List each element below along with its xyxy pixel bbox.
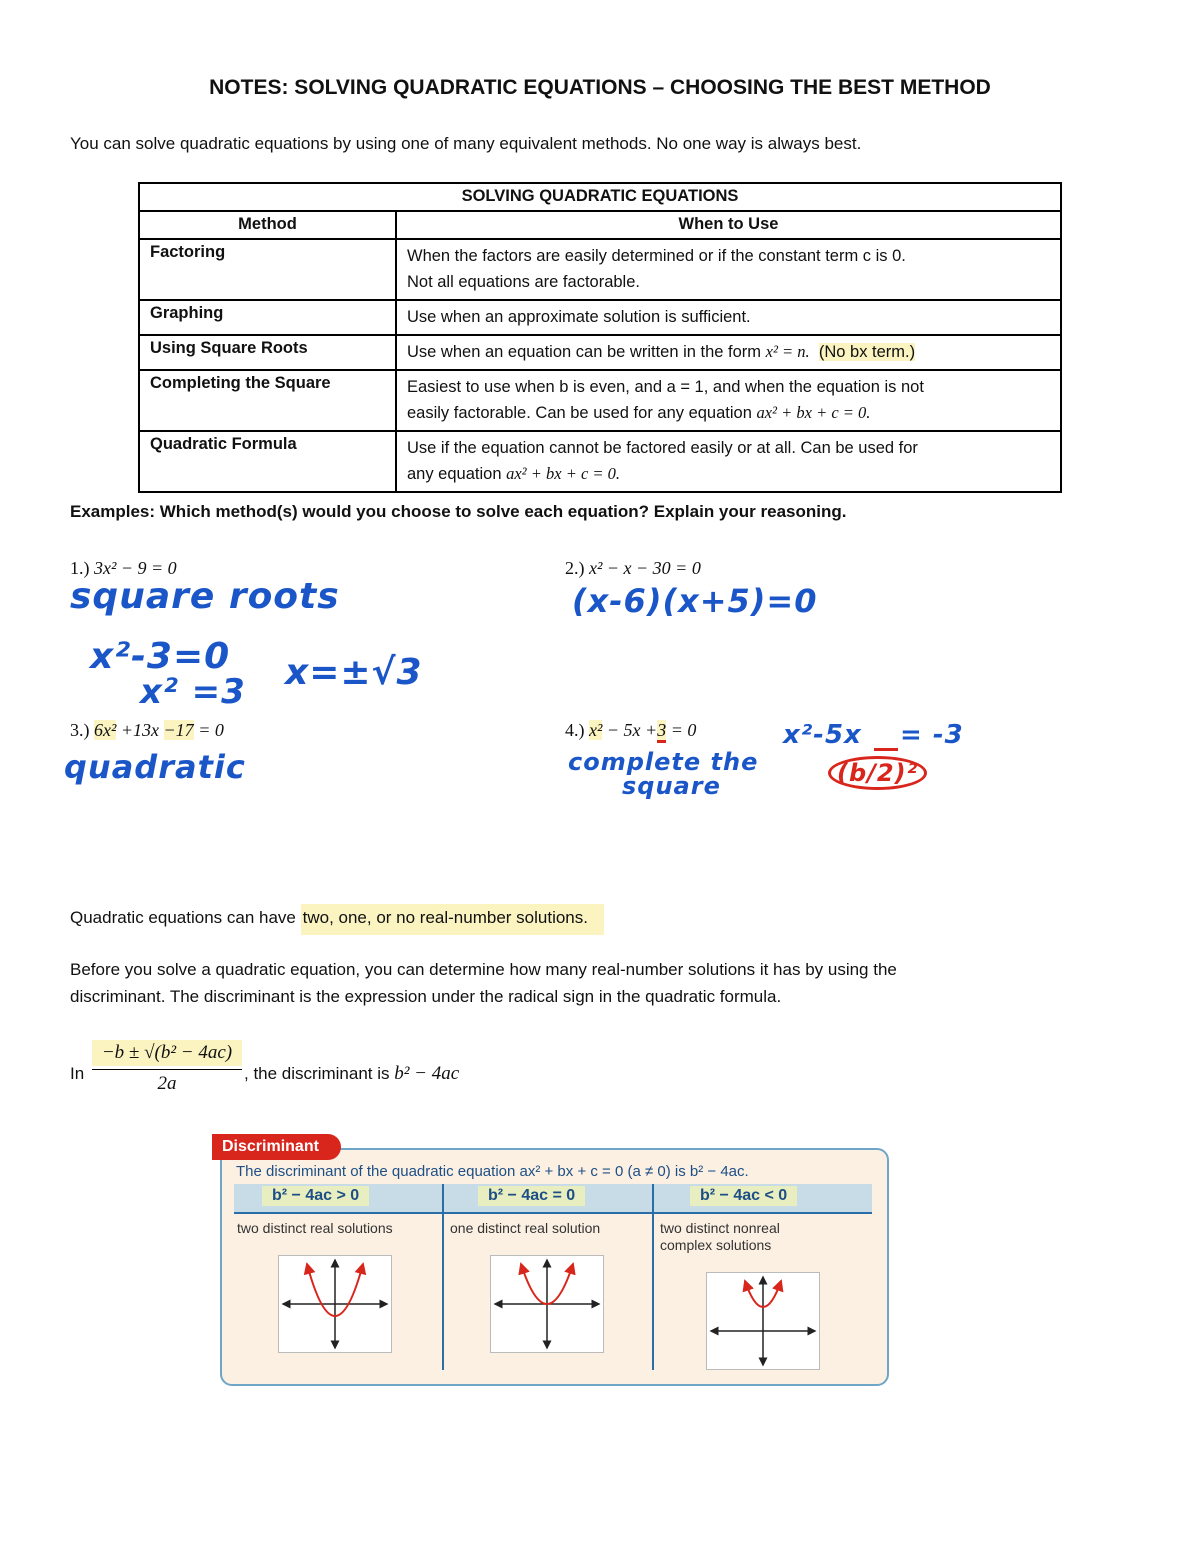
- formula-denominator: 2a: [157, 1073, 177, 1094]
- handwriting: = -3: [900, 720, 964, 750]
- example-equation: 3: [657, 720, 666, 743]
- example-equation: 6x²: [94, 720, 117, 740]
- example-number: 1.): [70, 558, 90, 578]
- handwriting: x² =3: [140, 672, 246, 712]
- table-row: [139, 431, 1061, 492]
- example-3: [70, 720, 224, 741]
- formula-in-label: In: [70, 1064, 85, 1083]
- example-equation: 3x² − 9 = 0: [94, 558, 177, 578]
- example-number: 4.): [565, 720, 585, 740]
- when-text: Use when an equation can be written in the form: [407, 343, 766, 361]
- paragraph-discriminant: [70, 956, 897, 1010]
- table-caption: SOLVING QUADRATIC EQUATIONS: [139, 183, 1061, 211]
- case-solutions: one distinct real solution: [450, 1220, 601, 1236]
- discriminant-expression: b² − 4ac: [394, 1063, 460, 1084]
- method-graphing: Graphing: [139, 300, 396, 335]
- table-row: [139, 300, 1061, 335]
- fraction-bar: [92, 1069, 242, 1070]
- example-equation: x² − x − 30 = 0: [589, 558, 701, 578]
- method-square-roots: Using Square Roots: [139, 335, 396, 370]
- intro-text: You can solve quadratic equations by using one of many equivalent methods. No one way is always best.: [70, 134, 862, 153]
- formula-text: , the discriminant is: [244, 1064, 395, 1083]
- paragraph-solutions: [70, 904, 604, 931]
- blank-underline: [874, 748, 898, 751]
- paragraph-text: Quadratic equations can have: [70, 908, 301, 927]
- when-text: Not all equations are factorable.: [407, 273, 640, 291]
- discriminant-tab: Discriminant: [212, 1134, 341, 1160]
- example-number: 2.): [565, 558, 585, 578]
- formula-numerator: −b ± √(b² − 4ac): [92, 1040, 242, 1066]
- handwriting: x²-5x: [783, 720, 862, 750]
- example-equation: +13x: [116, 720, 164, 740]
- example-number: 3.): [70, 720, 90, 740]
- handwriting: complete the: [568, 748, 759, 776]
- column-divider: [442, 1184, 444, 1370]
- highlight-text: two, one, or no real-number solutions.: [301, 904, 604, 935]
- graph-two-roots: [278, 1255, 392, 1353]
- when-text: easily factorable. Can be used for any equation: [407, 404, 757, 422]
- form-math: ax² + bx + c = 0.: [506, 464, 621, 483]
- page-title: NOTES: SOLVING QUADRATIC EQUATIONS – CHOOSING THE BEST METHOD: [209, 76, 991, 99]
- divider: [234, 1212, 872, 1214]
- handwriting: (x-6)(x+5)=0: [572, 582, 818, 620]
- example-equation: −17: [163, 720, 194, 740]
- method-quadratic-formula: Quadratic Formula: [139, 431, 396, 492]
- paragraph-text: discriminant. The discriminant is the expression under the radical sign in the quadratic formula.: [70, 987, 782, 1006]
- table-row: [139, 335, 1061, 370]
- column-divider: [652, 1184, 654, 1370]
- quadratic-formula: [92, 1040, 242, 1095]
- example-4: [565, 720, 696, 741]
- highlight-note: (No bx term.): [818, 343, 916, 361]
- graph-one-root: [490, 1255, 604, 1353]
- handwriting: square roots: [70, 576, 340, 617]
- example-equation: − 5x +: [602, 720, 658, 740]
- handwriting: (b/2)²: [828, 756, 927, 790]
- when-text: any equation: [407, 465, 507, 483]
- header-when: When to Use: [396, 211, 1061, 239]
- case-expression-positive: b² − 4ac > 0: [262, 1186, 369, 1206]
- graph-no-real-roots: [706, 1272, 820, 1370]
- case-expression-negative: b² − 4ac < 0: [690, 1186, 797, 1206]
- discriminant-statement: The discriminant of the quadratic equation ax² + bx + c = 0 (a ≠ 0) is b² − 4ac.: [236, 1163, 749, 1180]
- case-solutions: two distinct nonreal complex solutions: [660, 1220, 780, 1253]
- example-2: [565, 558, 701, 579]
- when-text: Use when an approximate solution is sufficient.: [407, 308, 751, 326]
- handwriting: x=±√3: [285, 652, 423, 693]
- method-completing-square: Completing the Square: [139, 370, 396, 431]
- form-math: ax² + bx + c = 0.: [756, 403, 871, 422]
- table-row: [139, 370, 1061, 431]
- example-equation: = 0: [666, 720, 697, 740]
- method-factoring: Factoring: [139, 239, 396, 300]
- handwriting: x²-3=0: [90, 636, 231, 677]
- form-math: x² = n.: [765, 342, 810, 361]
- header-method: Method: [139, 211, 396, 239]
- when-text: Easiest to use when b is even, and a = 1, and when the equation is not: [407, 378, 924, 396]
- table-row: [139, 239, 1061, 300]
- handwriting: square: [622, 772, 721, 800]
- case-solutions: two distinct real solutions: [237, 1220, 393, 1236]
- formula-after: [244, 1060, 459, 1087]
- example-equation: x²: [589, 720, 603, 740]
- paragraph-text: Before you solve a quadratic equation, you can determine how many real-number solutions it has by using the: [70, 960, 897, 979]
- examples-heading: Examples: Which method(s) would you choose to solve each equation? Explain your reasoning.: [70, 502, 847, 521]
- methods-table: [138, 182, 1062, 493]
- example-equation: = 0: [193, 720, 224, 740]
- case-expression-zero: b² − 4ac = 0: [478, 1186, 585, 1206]
- handwriting: quadratic: [64, 748, 246, 786]
- when-text: When the factors are easily determined or if the constant term c is 0.: [407, 247, 906, 265]
- when-text: Use if the equation cannot be factored easily or at all. Can be used for: [407, 439, 918, 457]
